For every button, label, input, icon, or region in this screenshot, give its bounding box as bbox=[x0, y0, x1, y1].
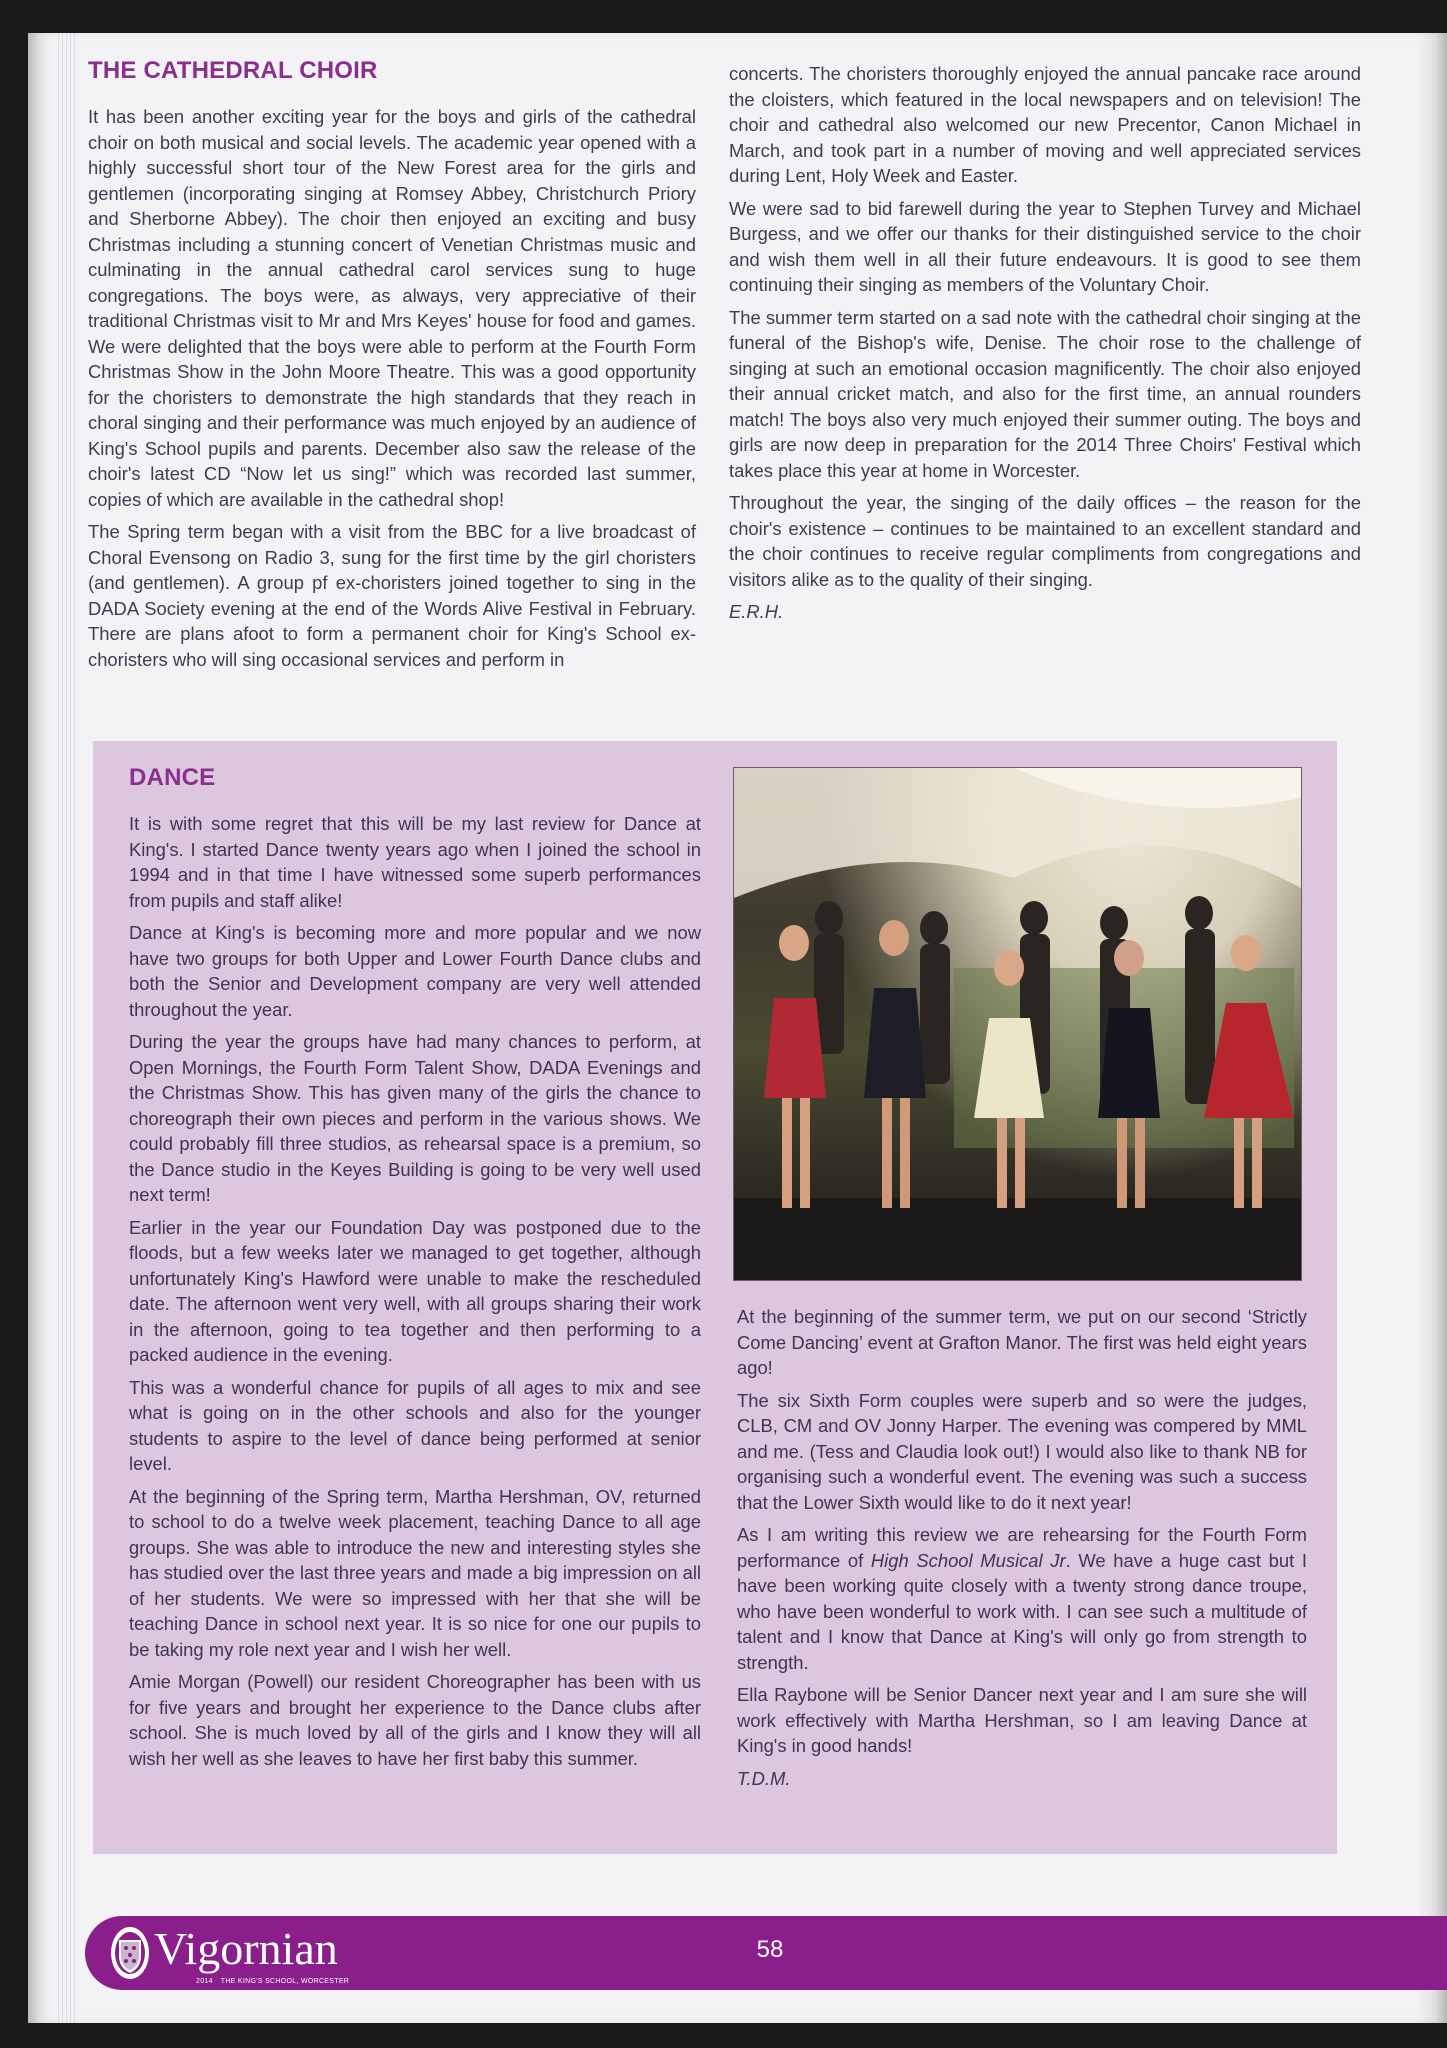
dance-right-column bbox=[737, 1304, 1307, 1798]
choir-signature: E.R.H. bbox=[729, 601, 784, 622]
dance-paragraph: Earlier in the year our Foundation Day was postponed due to the floods, but a few weeks later we managed to get together, although unfortunately King's Hawford were unable to make the rescheduled date. The afternoon went very well, with all groups sharing their work in the afternoon, going to tea together and then performing to a packed audience in the evening. bbox=[129, 1216, 701, 1365]
dance-left-column bbox=[129, 763, 701, 1778]
dance-group-photo bbox=[733, 767, 1302, 1281]
musical-title: High School Musical Jr bbox=[870, 1549, 1066, 1571]
choir-paragraph: Throughout the year, the singing of the daily offices – the reason for the choir's existence – continues to be maintained to an excellent standard and the choir continues to receive regular compliments from congregations and visitors alike as to the quality of their singing. bbox=[729, 492, 1361, 590]
choir-section-title: THE CATHEDRAL CHOIR bbox=[88, 57, 378, 84]
choir-paragraph: It has been another exciting year for the boys and girls of the cathedral choir on both musical and social levels. The academic year opened with a highly successful short tour of the New Forest area for the girls and gentlemen (incorporating singing at Romsey Abbey, Christchurch Priory and Sherborne Abbey). The choir then enjoyed an exciting and busy Christmas including a stunning concert of Venetian Christmas music and culminating in the annual cathedral carol services sung to huge congregations. The boys were, as always, very appreciative of their traditional Christmas visit to Mr and Mrs Keyes' house for food and games. We were delighted that the boys were able to perform at the Fourth Form Christmas Show in the John Moore Theatre. This was a good opportunity for the choristers to demonstrate the high standards that they reach in choral singing and their performance was much enjoyed by an audience of King's School pupils and parents. December also saw the release of the choir's latest CD “Now let us sing!” which was recorded last summer, copies of which are available in the cathedral shop! bbox=[88, 106, 696, 510]
dance-paragraph: Ella Raybone will be Senior Dancer next year and I am sure she will work effectively with Martha Hershman, so I am leaving Dance at King's in good hands! bbox=[737, 1684, 1307, 1756]
dance-paragraph: This was a wonderful chance for pupils of all ages to mix and see what is going on in the other schools and also for the younger students to aspire to the level of dance being performed at senior level. bbox=[129, 1376, 701, 1474]
dance-paragraph: During the year the groups have had many chances to perform, at Open Mornings, the Fourth Form Talent Show, DADA Evenings and the Christmas Show. This has given many of the girls the chance to choreograph their own pieces and perform in the various shows. We could probably fill three studios, as rehearsal space is a premium, so the Dance studio in the Keyes Building is going to be very well used next term! bbox=[129, 1031, 701, 1205]
dance-paragraph: At the beginning of the summer term, we put on our second ‘Strictly Come Dancing’ event at Grafton Manor. The first was held eight years ago! bbox=[737, 1306, 1307, 1378]
choir-paragraph: We were sad to bid farewell during the year to Stephen Turvey and Michael Burgess, and we offer our thanks for their distinguished service to the choir and wish them well in all their future endeavours. It is good to see them continuing their singing as members of the Voluntary Choir. bbox=[729, 197, 1361, 295]
choir-paragraph: The summer term started on a sad note with the cathedral choir singing at the funeral of the Bishop's wife, Denise. The choir rose to the challenge of singing at such an emotional occasion magnificently. The choir also enjoyed their annual cricket match, and also for the first time, an annual rounders match! The boys also very much enjoyed their summer outing. The boys and girls are now deep in preparation for the 2014 Three Choirs' Festival which takes place this year at home in Worcester. bbox=[729, 306, 1361, 481]
page-number: 58 bbox=[756, 1936, 784, 1963]
logo-wordmark: Vigornian bbox=[154, 1923, 338, 1974]
dance-photo-illustration bbox=[734, 768, 1301, 1280]
dance-paragraph: Dance at King's is becoming more and more popular and we now have two groups for both Upper and Lower Fourth Dance clubs and both the Senior and Development company are very well attended throughout the year. bbox=[129, 922, 701, 1020]
page-spine bbox=[58, 33, 78, 2023]
logo-school-name: THE KING'S SCHOOL, WORCESTER bbox=[220, 1978, 350, 1985]
dance-paragraph: At the beginning of the Spring term, Martha Hershman, OV, returned to school to do a twelve week placement, teaching Dance to all age groups. She was able to introduce the new and interesting styles she has studied over the last three years and made a big impression on all of her students. We were so impressed with her that she will be teaching Dance in school next year. It is so nice for one our pupils to be taking my role next year and I wish her well. bbox=[129, 1485, 701, 1660]
choir-right-column bbox=[729, 61, 1361, 632]
logo-subline bbox=[196, 1978, 349, 1985]
dance-signature: T.D.M. bbox=[737, 1767, 791, 1789]
dance-paragraph bbox=[737, 1522, 1307, 1675]
choir-paragraph: The Spring term began with a visit from the BBC for a live broadcast of Choral Evensong on Radio 3, sung for the first time by the girl choristers (and gentlemen). A group pf ex-choristers joined together to sing in the DADA Society evening at the end of the Words Alive Festival in February. There are plans afoot to form a permanent choir for King's School ex-choristers who will sing occasional services and perform in bbox=[88, 521, 696, 670]
logo-year: 2014 bbox=[196, 1978, 213, 1985]
page-curl-shadow bbox=[1417, 33, 1447, 2023]
dance-paragraph: Amie Morgan (Powell) our resident Choreographer has been with us for five years and brought her experience to the Dance clubs after school. She is much loved by all of the girls and I know they will all wish her well as she leaves to have her first baby this summer. bbox=[129, 1671, 701, 1769]
musical-rest-text: . We have a huge cast but I have been working quite closely with a twenty strong dance troupe, who have been wonderful to work with. I can see such a multitude of talent and I know that Dance at King's will only go from strength to strength. bbox=[737, 1549, 1307, 1673]
school-crest-icon bbox=[110, 1926, 150, 1980]
musical-intro-text: As I am writing this review we are rehearsing for the Fourth Form performance of bbox=[737, 1524, 1307, 1571]
choir-left-column bbox=[88, 56, 696, 679]
choir-paragraph: concerts. The choristers thoroughly enjoyed the annual pancake race around the cloisters, which featured in the local newspapers and on television! The choir and cathedral also welcomed our new Precentor, Canon Michael in March, and took part in a number of moving and well appreciated services during Lent, Holy Week and Easter. bbox=[729, 63, 1361, 186]
dance-paragraph: The six Sixth Form couples were superb and so were the judges, CLB, CM and OV Jonny Harper. The evening was compered by MML and me. (Tess and Claudia look out!) I would also like to thank NB for organising such a wonderful event. The evening was such a success that the Lower Sixth would like to do it next year! bbox=[737, 1389, 1307, 1513]
dance-section-title: DANCE bbox=[129, 764, 216, 791]
dance-paragraph: It is with some regret that this will be my last review for Dance at King's. I started Dance twenty years ago when I joined the school in 1994 and in that time I have witnessed some superb performances from pupils and staff alike! bbox=[129, 813, 701, 911]
